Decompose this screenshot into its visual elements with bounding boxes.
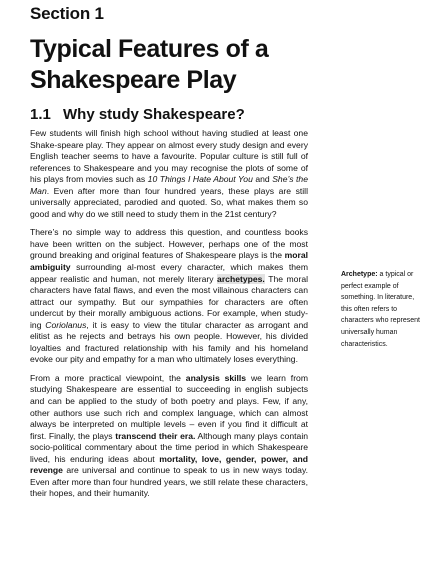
paragraph-2 [30, 227, 308, 366]
subsection-number: 1.1 [30, 106, 51, 123]
film-title-2: She’s the Man [30, 174, 308, 196]
p2-text-b: surrounding al-most every character, which makes them appear realistic and human, not merely literary [30, 262, 308, 284]
paragraph-3 [30, 373, 308, 500]
p2-text-a: There’s no simple way to address this question, and countless books have been written on the subject. However, perhaps one of the most ground breaking and original features of Shakespeare plays is the [30, 227, 308, 261]
margin-note-definition: a typical or perfect example of something. In literature, this often refers to characters who represent universally human characteristics. [341, 271, 420, 348]
key-term-analysis-skills: analysis skills [185, 372, 247, 383]
p1-text-c: . Even after more than four hundred years, these plays are still universally appreciated, parodied and quoted. So, what makes them so good and why do we still need to study them in the 21st century? [30, 185, 308, 219]
p3-text-d: are universal and continue to speak to us in new ways today. Even after more than four hundred years, we still relate these characters, their hopes, and their humanity. [30, 465, 308, 499]
p3-text-b: we learn from studying Shakespeare are essential to succeeding in english subjects and can be applied to the study of both poetry and plays. Few, if any, other authors use such rich and complex language, which can almost always be interpreted on multiple levels – even if you find it difficult at first. Finally, the plays [30, 372, 308, 441]
film-title-1: 10 Things I Hate About You [147, 174, 253, 185]
margin-note-archetype [341, 269, 423, 350]
play-title-coriolanus: Coriolanus [45, 319, 87, 330]
p3-text-c: Although many plays contain socio-political commentary about the time period in which Shakespeare lived, his enduring ideas about [30, 430, 309, 464]
p3-text-a: From a more practical viewpoint, the [30, 372, 186, 383]
subsection-heading [30, 106, 245, 123]
p2-text-d: , it is easy to view the titular character as arrogant and elitist as he rejects and betrays his own people. However, his divided loyalties and fractured relationship with his family and his homeland evoke our pity and empathy for a man who ultimately loses everything. [30, 319, 309, 365]
section-label: Section 1 [30, 4, 104, 23]
margin-note-term: Archetype: [341, 271, 378, 278]
key-term-moral-ambiguity: moral ambiguity [30, 250, 308, 273]
p1-text-b: and [252, 174, 273, 185]
key-term-transcend: transcend their era. [115, 430, 196, 441]
paragraph-1 [30, 128, 308, 220]
key-term-themes: mortality, love, gender, power, and revenge [30, 453, 308, 476]
body-text [30, 128, 308, 507]
p1-text-a: Few students will finish high school without having studied at least one Shake-speare play. They appear on almost every study design and every English teacher seems to have a favourite. Popular culture is still full of references to Shakespeare and you may recognise the plots of some of his plays from movies such as [30, 128, 308, 185]
chapter-title: Typical Features of a Shakespeare Play [30, 35, 269, 94]
p2-text-c: The moral characters have fatal flaws, and even the most villainous characters can attract our sympathy. But our sympathies for characters are often undercut by their morally ambiguous actions. For example, when study-ing [30, 273, 309, 330]
glossary-term-archetypes: archetypes. [217, 273, 265, 284]
subsection-title: Why study Shakespeare? [63, 106, 245, 123]
